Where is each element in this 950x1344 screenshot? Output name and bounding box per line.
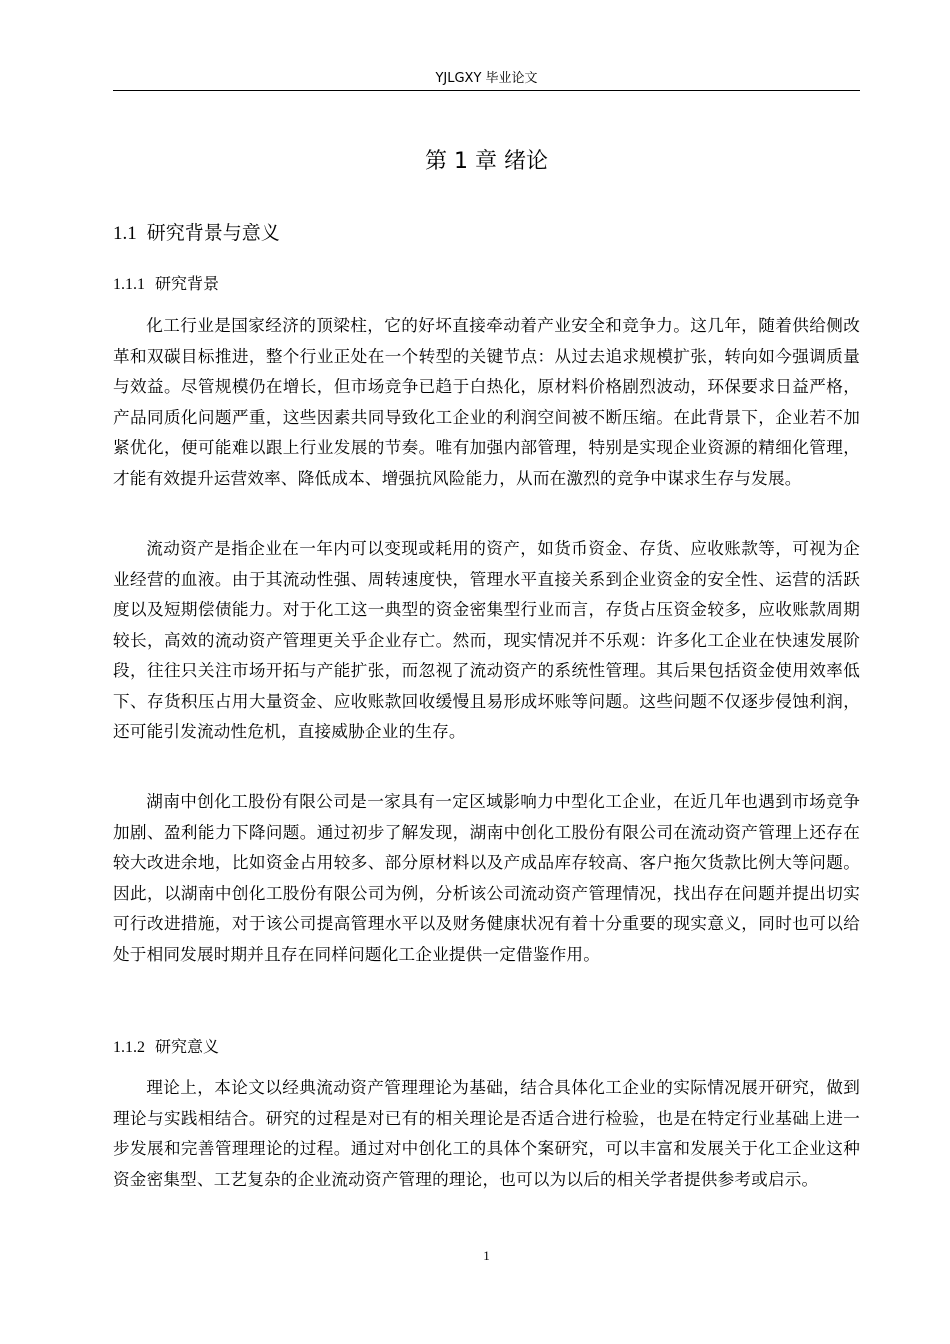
paragraph-significance-1: 理论上，本论文以经典流动资产管理理论为基础，结合具体化工企业的实际情况展开研究，做到理论与实践相结合。研究的过程是对已有的相关理论是否适合进行检验，也是在特定行业基础上进一步发展和完善管理理论的过程。通过对中创化工的具体个案研究，可以丰富和发展关于化工企业这种资金密集型、工艺复杂的企业流动资产管理的理论，也可以为以后的相关学者提供参考或启示。: [113, 1078, 860, 1189]
section-heading: [113, 219, 280, 248]
subsection-number: 1.1.2: [113, 1039, 145, 1056]
chapter-title: 第 1 章 绪论: [425, 149, 548, 174]
page-header: YJLGXY 毕业论文: [435, 71, 538, 86]
paragraph-background-2: 流动资产是指企业在一年内可以变现或耗用的资产，如货币资金、存货、应收账款等，可视为企业经营的血液。由于其流动性强、周转速度快，管理水平直接关系到企业资金的安全性、运营的活跃度以及短期偿债能力。对于化工这一典型的资金密集型行业而言，存货占压资金较多，应收账款周期较长，高效的流动资产管理更关乎企业存亡。然而，现实情况并不乐观：许多化工企业在快速发展阶段，往往只关注市场开拓与产能扩张，而忽视了流动资产的系统性管理。其后果包括资金使用效率低下、存货积压占用大量资金、应收账款回收缓慢且易形成坏账等问题。这些问题不仅逐步侵蚀利润，还可能引发流动性危机，直接威胁企业的生存。: [113, 539, 860, 741]
subsection-number: 1.1.1: [113, 276, 145, 293]
header-divider: [113, 90, 860, 91]
page-number: 1: [483, 1248, 490, 1263]
subsection-heading-significance: [113, 1035, 219, 1060]
paragraph-background-1: 化工行业是国家经济的顶梁柱，它的好坏直接牵动着产业安全和竞争力。这几年，随着供给侧改革和双碳目标推进，整个行业正处在一个转型的关键节点：从过去追求规模扩张，转向如今强调质量与效益。尽管规模仍在增长，但市场竞争已趋于白热化，原材料价格剧烈波动，环保要求日益严格，产品同质化问题严重，这些因素共同导致化工企业的利润空间被不断压缩。在此背景下，企业若不加紧优化，便可能难以跟上行业发展的节奏。唯有加强内部管理，特别是实现企业资源的精细化管理，才能有效提升运营效率、降低成本、增强抗风险能力，从而在激烈的竞争中谋求生存与发展。: [113, 316, 860, 488]
subsection-title: 研究背景: [155, 274, 220, 293]
section-number: 1.1: [113, 223, 137, 244]
section-title: 研究背景与意义: [146, 222, 280, 244]
paragraph-background-3: 湖南中创化工股份有限公司是一家具有一定区域影响力中型化工企业，在近几年也遇到市场竞争加剧、盈利能力下降问题。通过初步了解发现，湖南中创化工股份有限公司在流动资产管理上还存在较大改进余地，比如资金占用较多、部分原材料以及产成品库存较高、客户拖欠货款比例大等问题。因此，以湖南中创化工股份有限公司为例，分析该公司流动资产管理情况，找出存在问题并提出切实可行改进措施，对于该公司提高管理水平以及财务健康状况有着十分重要的现实意义，同时也可以给处于相同发展时期并且存在同样问题化工企业提供一定借鉴作用。: [113, 792, 860, 964]
subsection-title: 研究意义: [155, 1037, 220, 1056]
subsection-heading-background: [113, 272, 219, 297]
